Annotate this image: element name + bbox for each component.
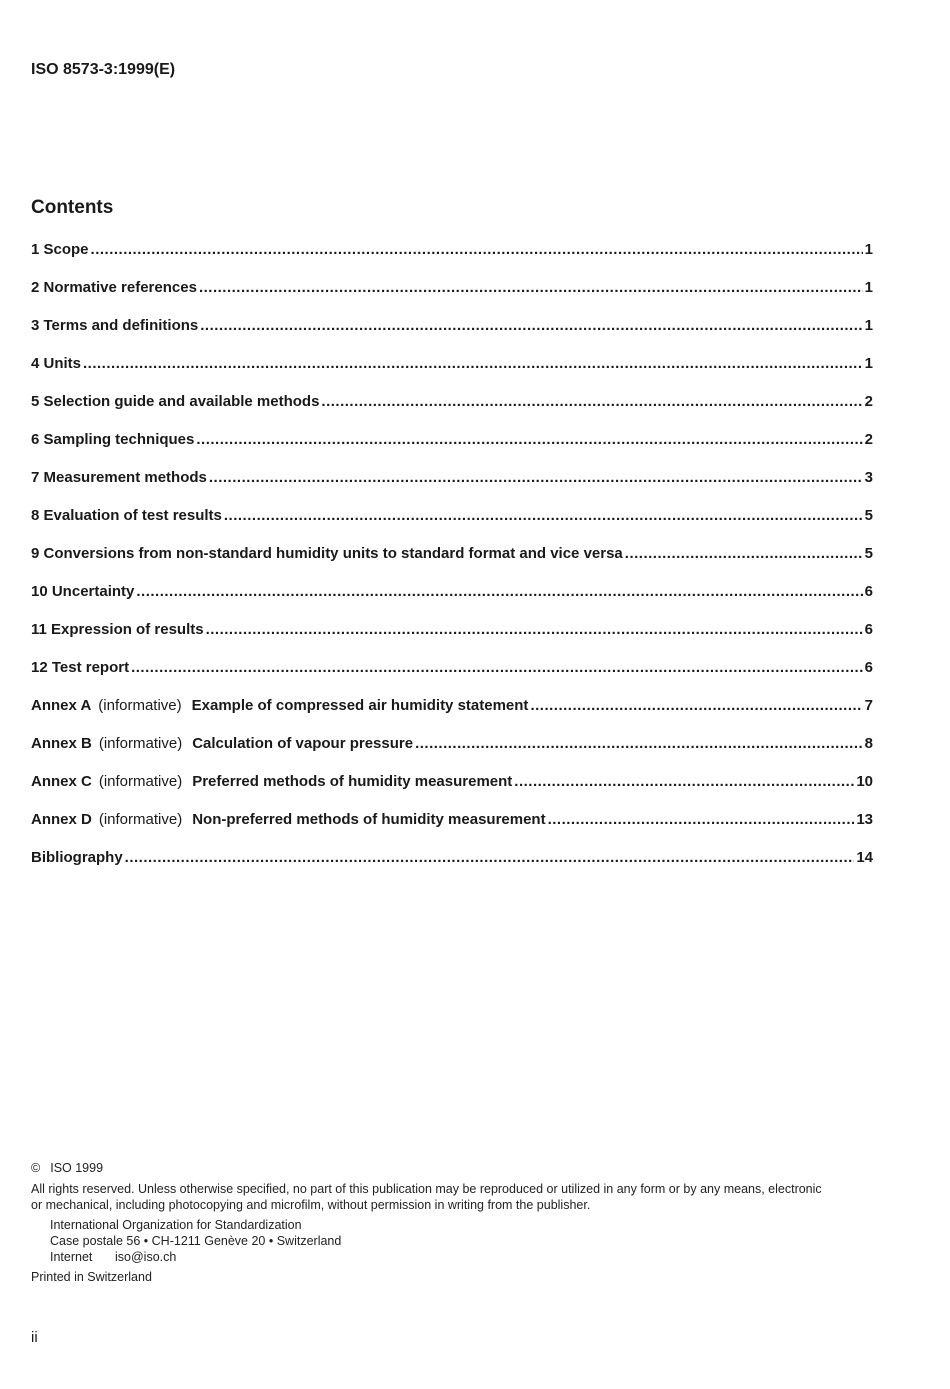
toc-entry-scope[interactable] [31,241,873,279]
toc-entry-label: 10 Uncertainty [31,583,135,600]
toc-entry-sampling-techniques[interactable] [31,431,873,469]
annex-kind: (informative) [98,811,183,828]
toc-entry-selection-guide[interactable] [31,393,873,431]
rights-statement-line-1: All rights reserved. Unless otherwise specified, no part of this publication may be reproduced or utilized in any form or by any means, electronic [31,1182,822,1196]
toc-page-number: 13 [856,811,873,828]
toc-entry-expression-of-results[interactable] [31,621,873,659]
toc-page-number: 1 [864,279,873,296]
toc-entry-label: 3 Terms and definitions [31,317,199,334]
toc-page-number: 2 [864,431,873,448]
rights-statement-line-2: or mechanical, including photocopying and microfilm, without permission in writing from the publisher. [31,1198,591,1212]
dot-leader [514,773,854,790]
internet-label: Internet [50,1250,93,1264]
toc-entry-label: 6 Sampling techniques [31,431,195,448]
toc-entry-label: 5 Selection guide and available methods [31,393,320,410]
toc-entry-annex-d[interactable] [31,811,873,849]
toc-entry-label: 2 Normative references [31,279,197,296]
toc-page-number: 3 [864,469,873,486]
annex-kind: (informative) [98,697,182,714]
toc-page-number: 6 [864,583,873,600]
toc-page-number: 6 [864,659,873,676]
toc-entry-label: 11 Expression of results [31,621,204,638]
copyright-icon: © [31,1161,41,1175]
dot-leader [83,355,863,372]
toc-entry-normative-references[interactable] [31,279,873,317]
standard-identifier: ISO 8573-3:1999(E) [31,61,176,78]
dot-leader [530,697,862,714]
annex-title: Non-preferred methods of humidity measurement [192,811,546,828]
dot-leader [196,431,862,448]
annex-label: Annex C [31,773,92,790]
dot-leader [131,659,863,676]
dot-leader [209,469,863,486]
annex-label: Annex D [31,811,92,828]
toc-entry-label: 4 Units [31,355,82,372]
dot-leader [91,241,863,258]
toc-entry-label: 9 Conversions from non-standard humidity units to standard format and vice versa [31,545,623,562]
annex-kind: (informative) [98,735,183,752]
annex-title: Example of compressed air humidity statement [191,697,529,714]
toc-entry-units[interactable] [31,355,873,393]
printed-in: Printed in Switzerland [31,1270,152,1284]
toc-entry-annex-b[interactable] [31,735,873,773]
internet-contact [50,1249,881,1265]
dot-leader [548,811,855,828]
copyright-notice [31,1160,881,1176]
publisher-address [31,1217,881,1265]
dot-leader [199,279,863,296]
copyright-text: ISO 1999 [50,1161,104,1175]
toc-page-number: 2 [864,393,873,410]
toc-page-number: 14 [856,849,873,866]
dot-leader [125,849,855,866]
dot-leader [415,735,863,752]
org-postal-address: Case postale 56 • CH-1211 Genève 20 • Switzerland [50,1234,342,1248]
annex-label: Annex B [31,735,92,752]
contents-heading: Contents [31,197,114,218]
toc-page-number: 5 [864,545,873,562]
email-link[interactable]: iso@iso.ch [115,1250,177,1264]
copyright-footer [31,1160,881,1285]
toc-entry-bibliography[interactable] [31,849,873,887]
dot-leader [625,545,863,562]
dot-leader [321,393,862,410]
toc-page-number: 8 [864,735,873,752]
toc-entry-label: 7 Measurement methods [31,469,207,486]
toc-entry-label: 1 Scope [31,241,89,258]
annex-title: Calculation of vapour pressure [192,735,414,752]
toc-entry-annex-a[interactable] [31,697,873,735]
toc-entry-conversions[interactable] [31,545,873,583]
dot-leader [136,583,862,600]
page-number: ii [31,1329,38,1346]
toc-entry-terms-definitions[interactable] [31,317,873,355]
toc-entry-test-report[interactable] [31,659,873,697]
annex-title: Preferred methods of humidity measurement [192,773,513,790]
toc-entry-label: 12 Test report [31,659,130,676]
annex-label: Annex A [31,697,92,714]
toc-entry-label: 8 Evaluation of test results [31,507,222,524]
toc-page-number: 1 [864,317,873,334]
org-name: International Organization for Standardization [50,1218,302,1232]
toc-entry-measurement-methods[interactable] [31,469,873,507]
toc-page-number: 10 [856,773,873,790]
toc-page-number: 1 [864,355,873,372]
toc-page-number: 1 [864,241,873,258]
toc-entry-annex-c[interactable] [31,773,873,811]
toc-page-number: 5 [864,507,873,524]
table-of-contents [31,241,873,887]
toc-entry-uncertainty[interactable] [31,583,873,621]
annex-kind: (informative) [98,773,183,790]
dot-leader [224,507,863,524]
toc-page-number: 7 [864,697,873,714]
toc-page-number: 6 [864,621,873,638]
dot-leader [206,621,863,638]
dot-leader [200,317,862,334]
toc-entry-label: Bibliography [31,849,123,866]
toc-entry-evaluation[interactable] [31,507,873,545]
